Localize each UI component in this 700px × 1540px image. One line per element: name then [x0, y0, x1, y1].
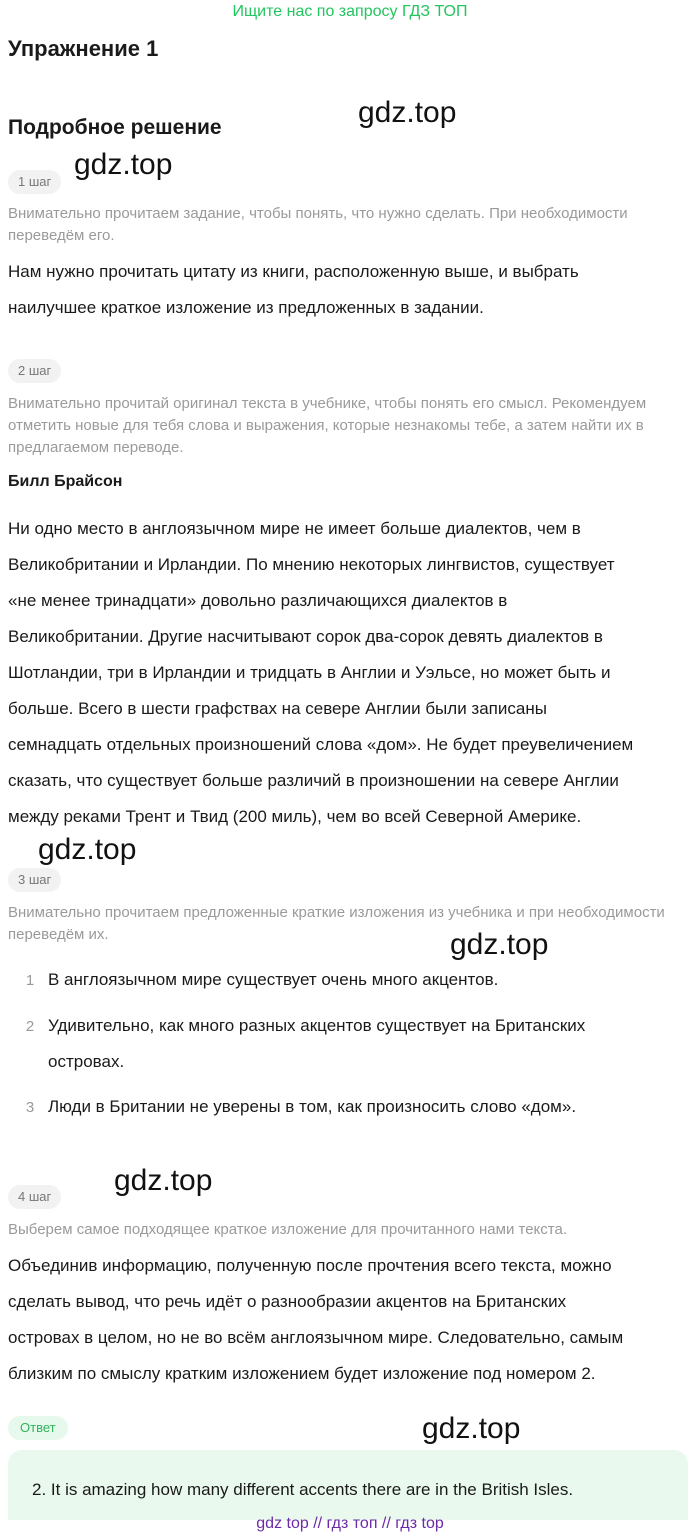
quote-line: сказать, что существует больше различий в произношении на севере Англии	[8, 771, 619, 790]
search-hint-link[interactable]: Ищите нас по запросу ГДЗ ТОП	[232, 3, 468, 20]
footer-links[interactable]: gdz top // гдз топ // гдз top	[256, 1515, 444, 1532]
list-item-number: 1	[25, 972, 35, 989]
quote-line: Ни одно место в англоязычном мире не имеет больше диалектов, чем в	[8, 519, 581, 538]
step-4-line: Объединив информацию, полученную после прочтения всего текста, можно	[8, 1256, 612, 1275]
section-title: Подробное решение	[8, 116, 222, 139]
quote-line: Великобритании и Ирландии. По мнению некоторых лингвистов, существует	[8, 555, 615, 574]
watermark: gdz.top	[422, 1412, 521, 1445]
list-item: В англоязычном мире существует очень много акцентов.	[48, 970, 499, 989]
list-item: Удивительно, как много разных акцентов существует на Британских	[48, 1016, 586, 1035]
watermark: gdz.top	[114, 1164, 213, 1197]
answer-badge: Ответ	[8, 1416, 68, 1440]
step-1-badge: 1 шаг	[8, 170, 61, 194]
list-item: Люди в Британии не уверены в том, как произносить слово «дом».	[48, 1097, 577, 1116]
step-4-line: близким по смыслу кратким изложением будет изложение под номером 2.	[8, 1364, 596, 1383]
list-item-number: 2	[25, 1018, 35, 1035]
quote-line: между реками Трент и Твид (200 миль), чем во всей Северной Америке.	[8, 807, 582, 826]
watermark: gdz.top	[74, 148, 173, 181]
step-4-hint: Выберем самое подходящее краткое изложение для прочитанного нами текста.	[8, 1221, 567, 1238]
page-title: Упражнение 1	[8, 36, 159, 61]
text-author: Билл Брайсон	[8, 473, 123, 490]
quote-line: «не менее тринадцати» довольно различающихся диалектов в	[8, 591, 508, 610]
step-3-badge: 3 шаг	[8, 868, 61, 892]
step-1-hint: Внимательно прочитаем задание, чтобы понять, что нужно сделать. При необходимости переведём его.	[8, 205, 628, 244]
step-1-line: наилучшее краткое изложение из предложенных в задании.	[8, 298, 484, 317]
watermark: gdz.top	[38, 833, 137, 866]
step-4-badge: 4 шаг	[8, 1185, 61, 1209]
step-1-line: Нам нужно прочитать цитату из книги, расположенную выше, и выбрать	[8, 262, 579, 281]
quote-line: Великобритании. Другие насчитывают сорок два-сорок девять диалектов в	[8, 627, 603, 646]
step-2-badge: 2 шаг	[8, 359, 61, 383]
answer-text: 2. It is amazing how many different accents there are in the British Isles.	[32, 1480, 574, 1499]
list-item: островах.	[48, 1052, 125, 1071]
watermark: gdz.top	[358, 96, 457, 129]
step-4-line: сделать вывод, что речь идёт о разнообразии акцентов на Британских	[8, 1292, 567, 1311]
quote-line: больше. Всего в шести графствах на севере Англии были записаны	[8, 699, 547, 718]
step-4-line: островах в целом, но не во всём англоязычном мире. Следовательно, самым	[8, 1328, 624, 1347]
quote-line: семнадцать отдельных произношений слова «дом». Не будет преувеличением	[8, 735, 634, 754]
quote-line: Шотландии, три в Ирландии и тридцать в Англии и Уэльсе, но может быть и	[8, 663, 611, 682]
list-item-number: 3	[25, 1099, 35, 1116]
step-2-hint: Внимательно прочитай оригинал текста в учебнике, чтобы понять его смысл. Рекомендуем отметить новые для тебя слова и выражения, которые незнакомы тебе, а затем найти их в предлагаемом переводе.	[8, 395, 647, 456]
watermark: gdz.top	[450, 928, 549, 961]
step-3-hint: Внимательно прочитаем предложенные краткие изложения из учебника и при необходимости переведём их.	[8, 904, 665, 943]
